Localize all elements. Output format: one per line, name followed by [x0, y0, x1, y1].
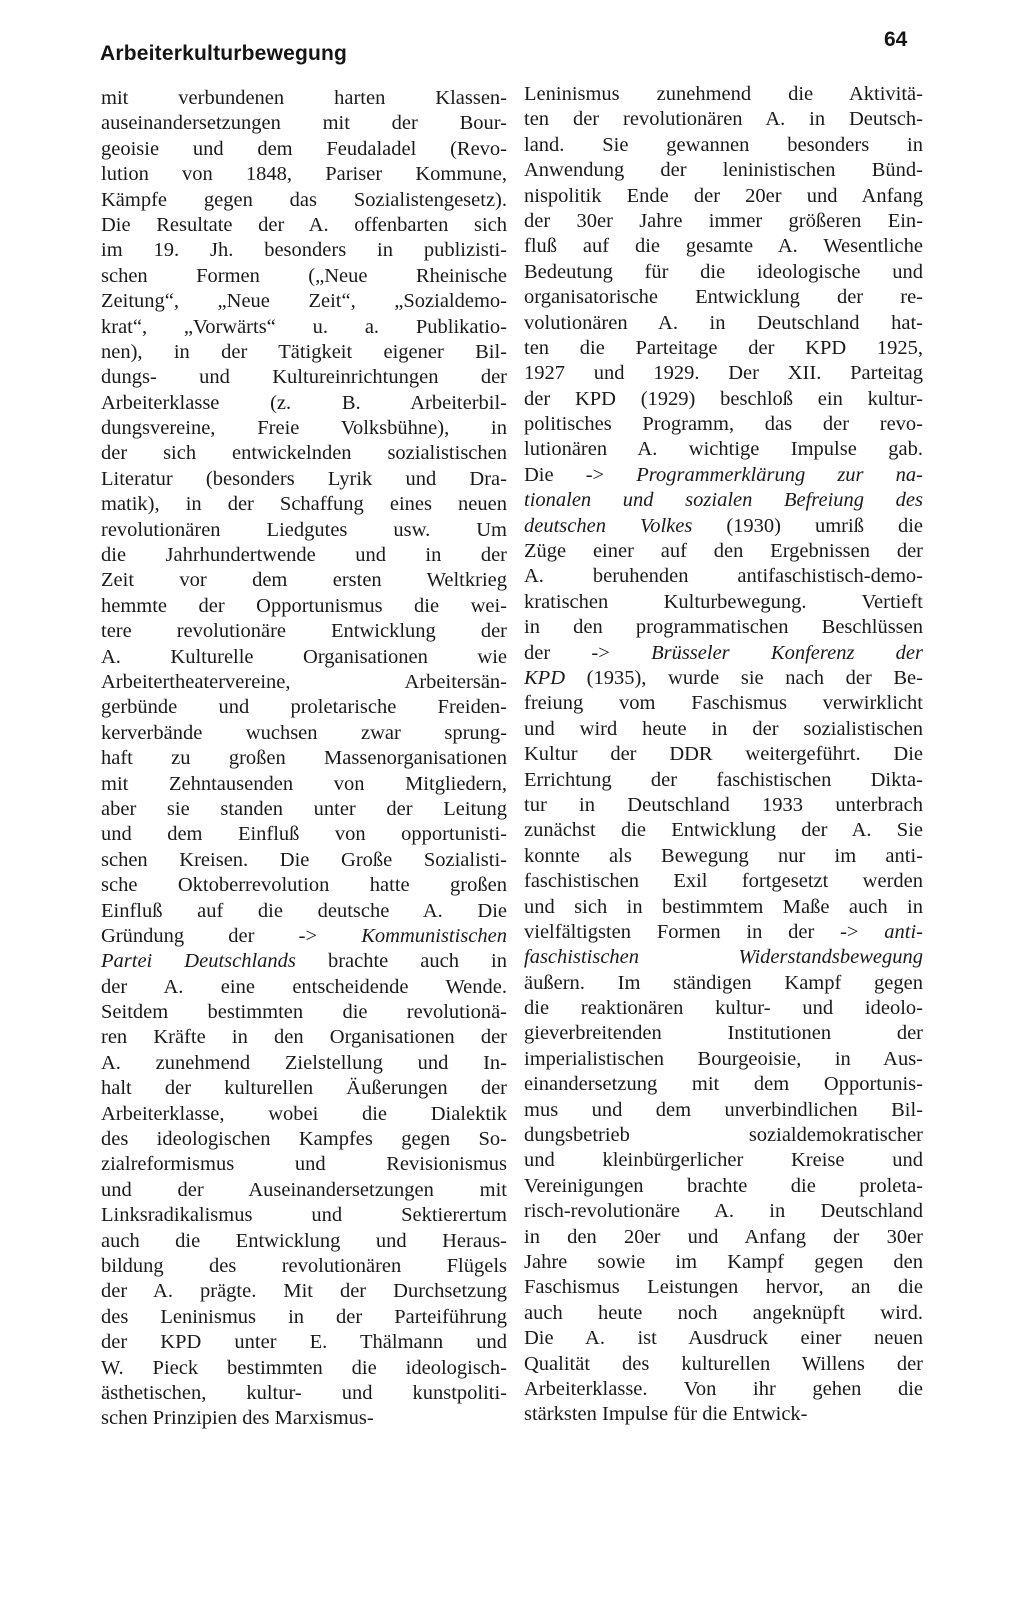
- text-line: und der Auseinandersetzungen mit: [101, 1178, 507, 1201]
- text-line: Die Resultate der A. offenbarten sich: [101, 213, 507, 236]
- text-line: auch die Entwicklung und Heraus-: [101, 1229, 507, 1252]
- text-line: im 19. Jh. besonders in publizisti-: [101, 239, 507, 262]
- text-line: Partei Deutschlands brachte auch in: [101, 950, 507, 973]
- text-line: Einfluß auf die deutsche A. Die: [101, 899, 507, 922]
- text-line: Leninismus zunehmend die Aktivitä-: [524, 83, 923, 105]
- text-line: gerbünde und proletarische Freiden-: [101, 696, 507, 719]
- right-text-column: [524, 82, 923, 1428]
- text-line: Die A. ist Ausdruck einer neuen: [524, 1327, 923, 1350]
- text-line: risch-revolutionäre A. in Deutschland: [524, 1200, 923, 1223]
- text-line: faschistischen Widerstandsbewegung: [524, 946, 923, 969]
- text-line: Seitdem bestimmten die revolutionä-: [101, 1001, 507, 1024]
- text-line: ten der revolutionären A. in Deutsch-: [524, 108, 923, 131]
- text-line: volutionären A. in Deutschland hat-: [524, 311, 923, 334]
- text-line: nispolitik Ende der 20er und Anfang: [524, 184, 923, 207]
- text-line: mit verbundenen harten Klassen-: [101, 87, 507, 109]
- text-line: bildung des revolutionären Flügels: [101, 1254, 507, 1277]
- text-line: Züge einer auf den Ergebnissen der: [524, 540, 923, 563]
- text-line: dungsbetrieb sozialdemokratischer: [524, 1124, 923, 1147]
- text-line: einandersetzung mit dem Opportunis-: [524, 1073, 923, 1096]
- text-line: und dem Einfluß von opportunisti-: [101, 823, 507, 846]
- text-line: gieverbreitenden Institutionen der: [524, 1022, 923, 1045]
- text-line: konnte als Bewegung nur im anti-: [524, 844, 923, 867]
- text-line: zunächst die Entwicklung der A. Sie: [524, 819, 923, 842]
- text-line: des ideologischen Kampfes gegen So-: [101, 1128, 507, 1151]
- text-line: 1927 und 1929. Der XII. Parteitag: [524, 362, 923, 385]
- text-line: Gründung der -> Kommunistischen: [101, 924, 507, 947]
- text-line: Jahre sowie im Kampf gegen den: [524, 1250, 923, 1273]
- text-line: tionalen und sozialen Befreiung des: [524, 489, 923, 512]
- text-line: schen Kreisen. Die Große Sozialisti-: [101, 848, 507, 871]
- text-line: dungs- und Kultureinrichtungen der: [101, 366, 507, 389]
- text-line: Bedeutung für die ideologische und: [524, 260, 923, 283]
- text-line: matik), in der Schaffung eines neuen: [101, 493, 507, 516]
- text-line: deutschen Volkes (1930) umriß die: [524, 514, 923, 537]
- text-line: politisches Programm, das der revo-: [524, 413, 923, 436]
- text-line: Die -> Programmerklärung zur na-: [524, 463, 923, 486]
- text-line: in den 20er und Anfang der 30er: [524, 1225, 923, 1248]
- text-line: krat“, „Vorwärts“ u. a. Publikatio-: [101, 315, 507, 338]
- text-line: mus und dem unverbindlichen Bil-: [524, 1098, 923, 1121]
- text-line: Faschismus Leistungen hervor, an die: [524, 1276, 923, 1299]
- text-line: Arbeiterklasse (z. B. Arbeiterbil-: [101, 391, 507, 414]
- text-line: tere revolutionäre Entwicklung der: [101, 620, 507, 643]
- text-line: nen), in der Tätigkeit eigener Bil-: [101, 340, 507, 363]
- text-line: faschistischen Exil fortgesetzt werden: [524, 870, 923, 893]
- text-line: dungsvereine, Freie Volksbühne), in: [101, 417, 507, 440]
- page-number: 64: [884, 28, 908, 51]
- text-line: freiung vom Faschismus verwirklicht: [524, 692, 923, 715]
- text-line: und sich in bestimmtem Maße auch in: [524, 895, 923, 918]
- text-line: stärksten Impulse für die Entwick-: [524, 1403, 808, 1426]
- text-line: halt der kulturellen Äußerungen der: [101, 1077, 507, 1100]
- text-line: Errichtung der faschistischen Dikta-: [524, 768, 923, 791]
- text-line: auseinandersetzungen mit der Bour-: [101, 112, 507, 135]
- text-line: der sich entwickelnden sozialistischen: [101, 442, 507, 465]
- text-line: revolutionären Liedgutes usw. Um: [101, 518, 507, 541]
- text-line: Kultur der DDR weitergeführt. Die: [524, 743, 923, 766]
- text-line: die reaktionären kultur- und ideolo-: [524, 997, 923, 1020]
- text-line: haft zu großen Massenorganisationen: [101, 747, 507, 770]
- text-line: A. Kulturelle Organisationen wie: [101, 645, 507, 668]
- text-line: fluß auf die gesamte A. Wesentliche: [524, 235, 923, 258]
- text-line: aber sie standen unter der Leitung: [101, 797, 507, 820]
- text-line: Vereinigungen brachte die proleta-: [524, 1174, 923, 1197]
- text-line: geoisie und dem Feudaladel (Revo-: [101, 137, 507, 160]
- text-line: organisatorische Entwicklung der re-: [524, 286, 923, 309]
- text-line: Zeit vor dem ersten Weltkrieg: [101, 569, 507, 592]
- running-head: Arbeiterkulturbewegung: [100, 42, 348, 65]
- text-line: imperialistischen Bourgeoisie, in Aus-: [524, 1047, 923, 1070]
- text-line: Arbeiterklasse. Von ihr gehen die: [524, 1377, 923, 1400]
- text-line: zialreformismus und Revisionismus: [101, 1153, 507, 1176]
- text-line: die Jahrhundertwende und in der: [101, 544, 507, 567]
- text-line: der A. prägte. Mit der Durchsetzung: [101, 1280, 507, 1303]
- text-line: schen Formen („Neue Rheinische: [101, 264, 507, 287]
- text-line: A. zunehmend Zielstellung und In-: [101, 1051, 507, 1074]
- text-line: in den programmatischen Beschlüssen: [524, 616, 923, 639]
- text-line: Linksradikalismus und Sektierertum: [101, 1204, 507, 1227]
- text-line: und wird heute in der sozialistischen: [524, 717, 923, 740]
- text-line: KPD (1935), wurde sie nach der Be-: [524, 666, 923, 689]
- text-line: des Leninismus in der Parteiführung: [101, 1305, 507, 1328]
- text-line: der 30er Jahre immer größeren Ein-: [524, 209, 923, 232]
- text-line: W. Pieck bestimmten die ideologisch-: [101, 1356, 507, 1379]
- text-line: kratischen Kulturbewegung. Vertieft: [524, 590, 923, 613]
- text-line: land. Sie gewannen besonders in: [524, 133, 923, 156]
- text-line: Kämpfe gegen das Sozialistengesetz).: [101, 188, 507, 211]
- text-line: ren Kräfte in den Organisationen der: [101, 1026, 507, 1049]
- text-line: auch heute noch angeknüpft wird.: [524, 1301, 923, 1324]
- text-line: lutionären A. wichtige Impulse gab.: [524, 438, 923, 461]
- text-line: Arbeitertheatervereine, Arbeitersän-: [101, 670, 507, 693]
- text-line: der -> Brüsseler Konferenz der: [524, 641, 923, 664]
- text-line: vielfältigsten Formen in der -> anti-: [524, 920, 923, 943]
- text-line: Zeitung“, „Neue Zeit“, „Sozialdemo-: [101, 290, 507, 313]
- text-line: sche Oktoberrevolution hatte großen: [101, 874, 507, 897]
- text-line: A. beruhenden antifaschistisch-demo-: [524, 565, 923, 588]
- text-line: Literatur (besonders Lyrik und Dra-: [101, 467, 507, 490]
- text-line: der KPD (1929) beschloß ein kultur-: [524, 387, 923, 410]
- text-line: mit Zehntausenden von Mitgliedern,: [101, 772, 507, 795]
- text-line: Anwendung der leninistischen Bünd-: [524, 159, 923, 182]
- text-line: hemmte der Opportunismus die wei-: [101, 594, 507, 617]
- text-line: tur in Deutschland 1933 unterbrach: [524, 793, 923, 816]
- text-line: der A. eine entscheidende Wende.: [101, 975, 507, 998]
- text-line: schen Prinzipien des Marxismus-: [101, 1407, 374, 1430]
- text-line: ten die Parteitage der KPD 1925,: [524, 336, 923, 359]
- text-line: Qualität des kulturellen Willens der: [524, 1352, 923, 1375]
- text-line: Arbeiterklasse, wobei die Dialektik: [101, 1102, 507, 1125]
- text-line: kerverbände wuchsen zwar sprung-: [101, 721, 507, 744]
- left-text-column: [101, 86, 507, 1432]
- text-line: der KPD unter E. Thälmann und: [101, 1331, 507, 1354]
- text-line: äußern. Im ständigen Kampf gegen: [524, 971, 923, 994]
- text-line: ästhetischen, kultur- und kunstpoliti-: [101, 1381, 507, 1404]
- text-line: und kleinbürgerlicher Kreise und: [524, 1149, 923, 1172]
- text-line: lution von 1848, Pariser Kommune,: [101, 163, 507, 186]
